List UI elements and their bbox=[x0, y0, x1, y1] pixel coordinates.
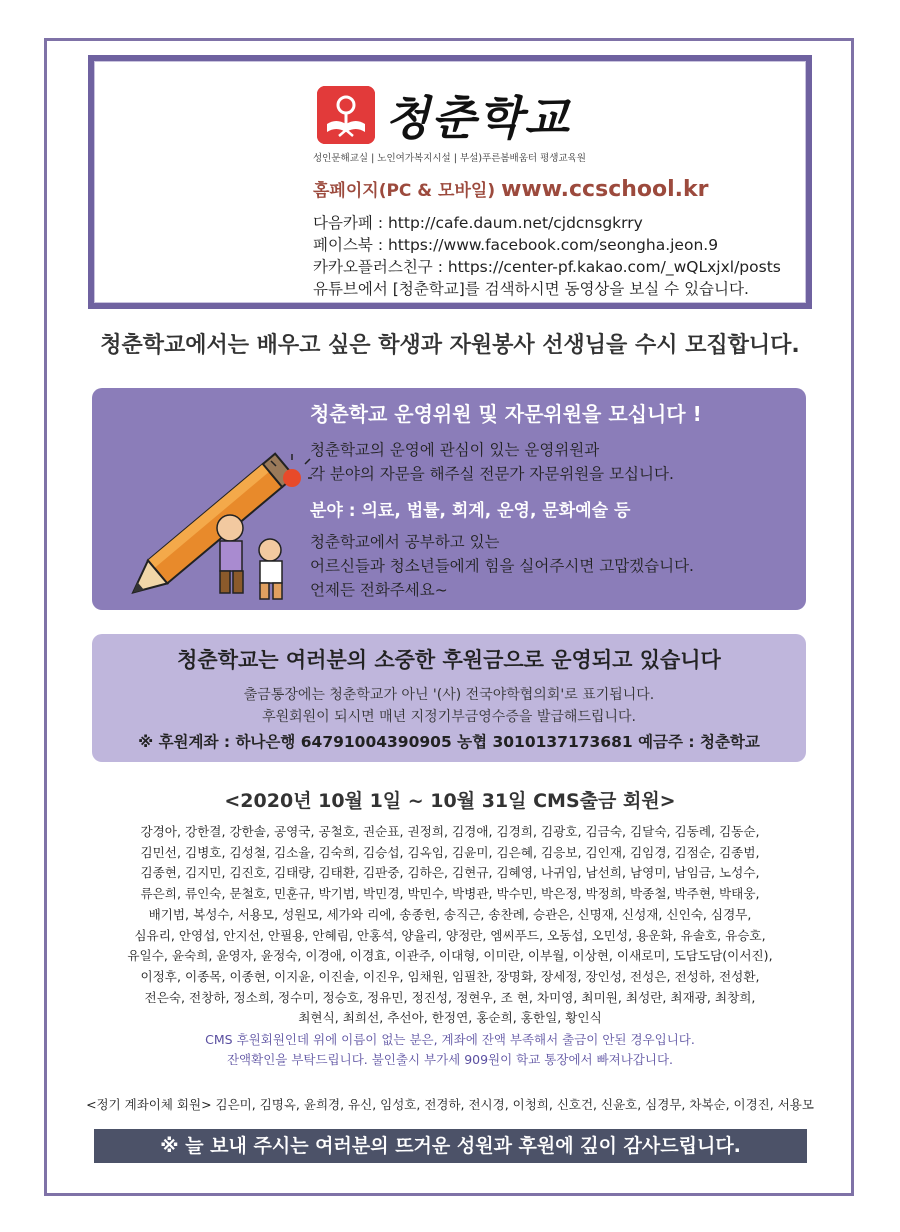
support-line: 출금통장에는 청춘학교가 아닌 '(사) 전국야학협의회'로 표기됩니다. bbox=[243, 687, 655, 703]
member-row: 이정후, 이종목, 이종현, 이지윤, 이진솔, 이진우, 임채원, 임필찬, 장명화, 장세정, 장인성, 전성은, 전성하, 전성환, bbox=[140, 968, 760, 984]
logo bbox=[317, 82, 571, 148]
support-line: 후원회원이 되시면 매년 지정기부금영수증을 발급해드립니다. bbox=[262, 709, 636, 725]
member-row: 유일수, 윤숙희, 윤영자, 윤정숙, 이경애, 이경효, 이관주, 이대형, 이미란, 이부월, 이상현, 이새로미, 도담도담(이서진), bbox=[127, 948, 773, 964]
committee-line: 각 분야의 자문을 해주실 전문가 자문위원을 모십니다. bbox=[310, 465, 674, 483]
cms-title: <2020년 10월 1일 ~ 10월 31일 CMS출금 회원> bbox=[224, 790, 676, 812]
cms-note-line: CMS 후원회원인데 위에 이름이 없는 분은, 계좌에 잔액 부족해서 출금이 안된 경우입니다. bbox=[205, 1032, 695, 1047]
member-row: 강경아, 강한결, 강한솔, 공영국, 공철호, 권순표, 권정희, 김경애, 김경희, 김광호, 김금숙, 김달숙, 김동례, 김동순, bbox=[140, 824, 760, 839]
header-box bbox=[88, 55, 812, 309]
thanks-banner: ※ 늘 보내 주시는 여러분의 뜨거운 성원과 후원에 깊이 감사드립니다. bbox=[94, 1129, 807, 1163]
link-list bbox=[313, 212, 781, 300]
cms-note-line: 잔액확인을 부탁드립니다. 불인출시 부가세 909원이 학교 통장에서 빠져나갑니다. bbox=[226, 1052, 674, 1067]
cms-note bbox=[0, 1030, 900, 1070]
member-row: 전은숙, 전창하, 정소희, 정수미, 정승호, 정유민, 정진성, 정현우, 조 현, 차미영, 최미원, 최성란, 최재광, 최창희, bbox=[144, 989, 756, 1005]
homepage-label: 홈페이지(PC & 모바일) bbox=[313, 181, 496, 201]
logo-name: 청춘학교 bbox=[385, 91, 571, 145]
donation-account: ※ 후원계좌 : 하나은행 64791004390905 농협 3010137173681 예금주 : 청춘학교 bbox=[138, 733, 760, 751]
committee-fields: 분야 : 의료, 법률, 회계, 운영, 문화예술 등 bbox=[310, 501, 631, 521]
member-row: 최현식, 최희선, 추선아, 한정연, 홍순희, 홍한일, 황인식 bbox=[298, 1010, 602, 1026]
pencil-children-illustration bbox=[122, 446, 312, 606]
committee-box bbox=[92, 388, 806, 610]
cms-member-list bbox=[100, 822, 800, 1029]
youtube-note: 유튜브에서 [청춘학교]를 검색하시면 동영상을 보실 수 있습니다. bbox=[313, 280, 749, 298]
committee-line: 청춘학교에서 공부하고 있는 bbox=[310, 533, 500, 551]
kakao-link[interactable]: 카카오플러스친구 : https://center-pf.kakao.com/_wQLxjxl/posts bbox=[313, 258, 781, 276]
homepage-line bbox=[313, 176, 709, 202]
member-row: 김종현, 김지민, 김진호, 김태량, 김태환, 김판중, 김하은, 김현규, 김혜영, 나귀임, 남선희, 남영미, 남임금, 노성수, bbox=[140, 865, 760, 881]
homepage-url[interactable]: www.ccschool.kr bbox=[501, 177, 709, 202]
support-box bbox=[92, 634, 806, 762]
logo-subtitle: 성인문해교실 | 노인여가복지시설 | 부설)푸른봄배움터 평생교육원 bbox=[313, 153, 586, 164]
committee-line: 어르신들과 청소년들에게 힘을 실어주시면 고맙겠습니다. bbox=[310, 557, 694, 575]
recruit-headline: 청춘학교에서는 배우고 싶은 학생과 자원봉사 선생님을 수시 모집합니다. bbox=[100, 333, 800, 358]
committee-line: 언제든 전화주세요~ bbox=[310, 581, 448, 599]
facebook-link[interactable]: 페이스북 : https://www.facebook.com/seongha.jeon.9 bbox=[313, 236, 719, 254]
member-row: 류은희, 류인숙, 문철호, 민훈규, 박기범, 박민경, 박민수, 박병관, 박수민, 박은정, 박정희, 박종철, 박주현, 박태웅, bbox=[140, 886, 760, 902]
daum-cafe-link[interactable]: 다음카페 : http://cafe.daum.net/cjdcnsgkrry bbox=[313, 214, 643, 232]
member-row: 배기범, 복성수, 서용모, 성원모, 세가와 리에, 송종헌, 송직근, 송찬례, 승관은, 신명재, 신성재, 신인숙, 심경무, bbox=[148, 906, 752, 922]
member-row: 김민선, 김병호, 김성철, 김소율, 김숙희, 김승섭, 김옥임, 김윤미, 김은혜, 김응보, 김인재, 김임경, 김점순, 김종범, bbox=[140, 844, 760, 860]
committee-title: 청춘학교 운영위원 및 자문위원을 모십니다 ! bbox=[310, 402, 702, 426]
committee-line: 청춘학교의 운영에 관심이 있는 운영위원과 bbox=[310, 441, 600, 459]
member-row: 심유리, 안영섭, 안지선, 안필용, 안혜림, 안홍석, 양율리, 양정란, 엠씨푸드, 오동섭, 오민성, 용운화, 유솔호, 유승호, bbox=[134, 927, 766, 943]
school-logo-icon bbox=[317, 86, 375, 144]
regular-transfer-members: <정기 계좌이체 회원> 김은미, 김명옥, 윤희경, 유신, 임성호, 전경하, 전시경, 이청희, 신호건, 신윤호, 심경무, 차복순, 이경진, 서용모 bbox=[86, 1097, 814, 1112]
support-title: 청춘학교는 여러분의 소중한 후원금으로 운영되고 있습니다 bbox=[177, 648, 721, 672]
